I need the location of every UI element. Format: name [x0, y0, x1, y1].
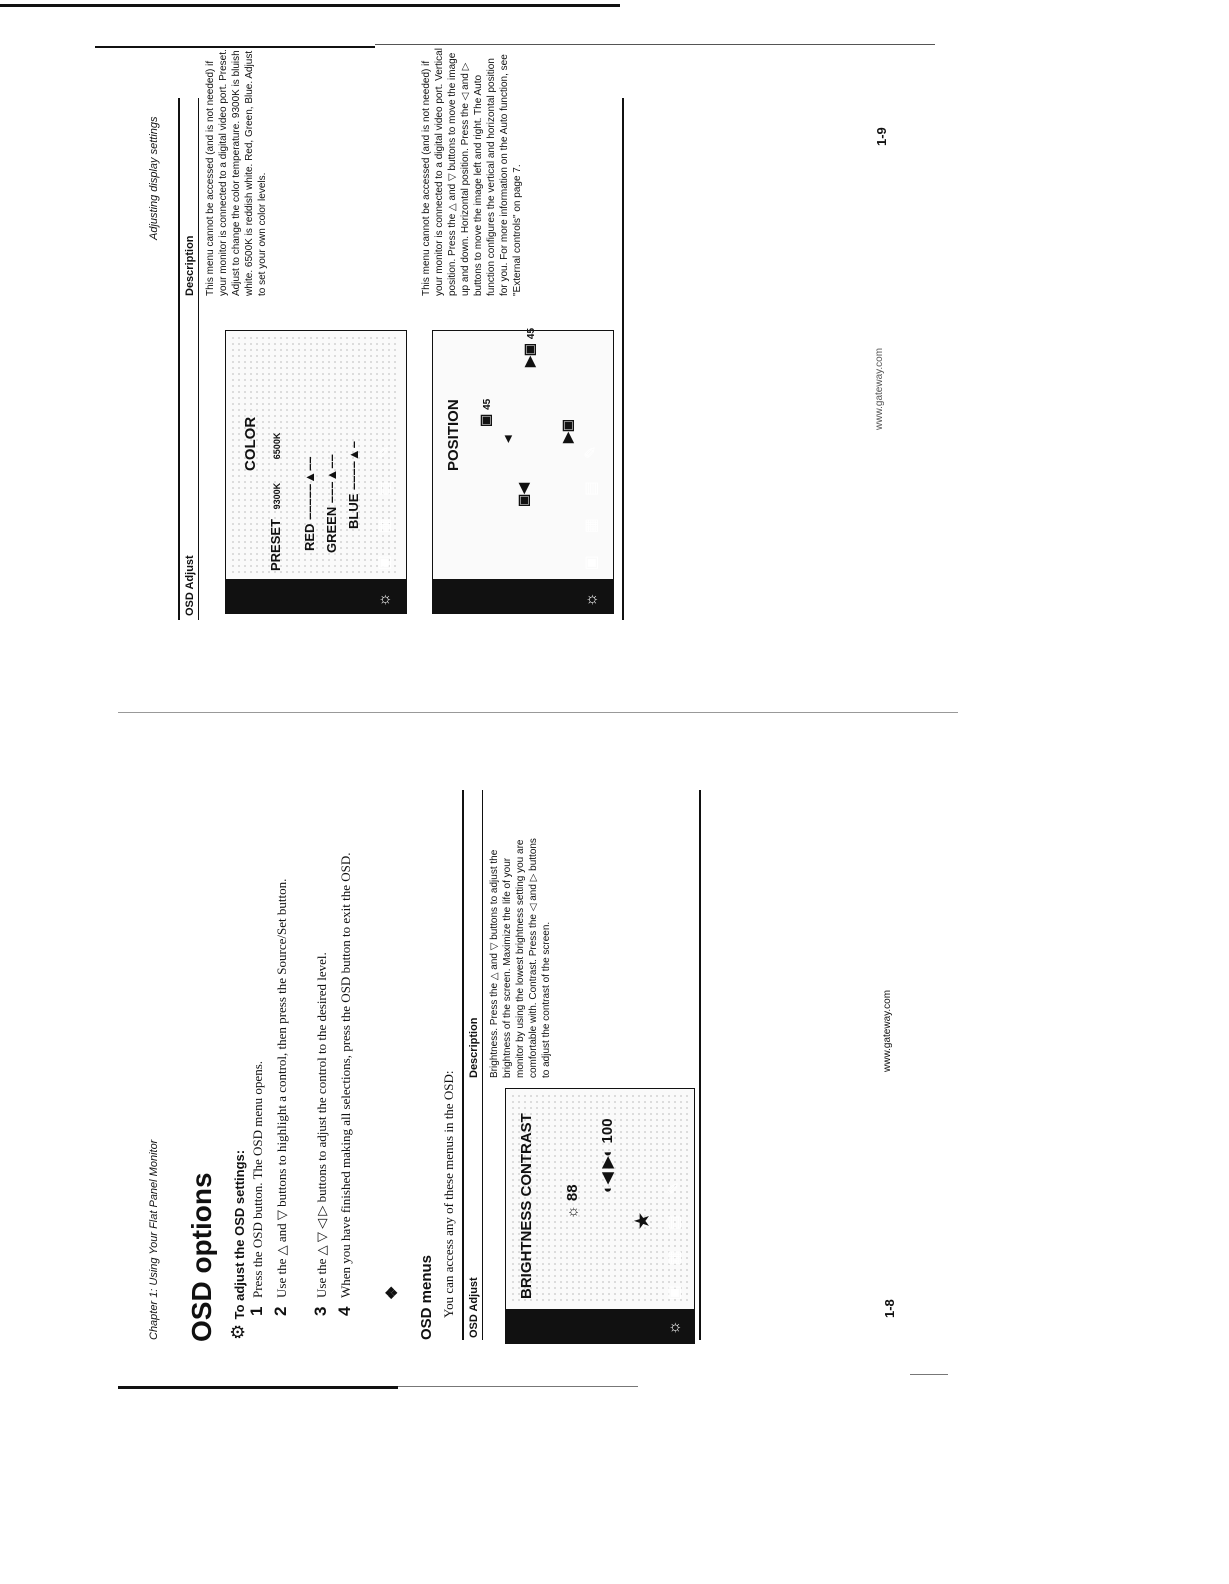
position-up-arrow: ◀ — [503, 435, 514, 443]
horizontal-position-value: ▶▣ 45 — [521, 327, 537, 367]
green-row: GREEN –––▲–– — [324, 454, 339, 553]
red-row: RED –––––▲–– — [302, 456, 317, 551]
step-1: 1Press the OSD button. The OSD menu opens. — [247, 1060, 266, 1316]
left-description: Brightness. Press the △ and ▽ buttons to adjust the brightness of the screen. Maximize the life of your monitor by using the lowest brightness setting you are comfortable with. Contrast. Press the ◁ and ▷ buttons to adjust the contrast of the screen. — [489, 838, 552, 1078]
bottom-rule-left2 — [398, 1386, 638, 1387]
left-footer-url: www.gateway.com — [882, 989, 893, 1072]
osd-icon-row: ☼▣▦▤✎ — [376, 423, 393, 607]
preset-row: PRESET 9300K 6500K — [268, 432, 283, 571]
osd-icon-row: ☼▣▦▤✎ — [583, 423, 600, 607]
right-table-header-rule — [198, 98, 199, 620]
color-title: COLOR — [242, 416, 259, 471]
bottom-rule-left — [118, 1386, 398, 1389]
fold-line — [118, 712, 958, 713]
osd-position-screen — [432, 327, 614, 614]
contrast-value: ◐◀ ▶◐ 100 — [599, 1118, 616, 1193]
bottom-rule-right — [910, 1374, 948, 1375]
gear-icon: ⚙ — [228, 1323, 248, 1340]
osd-menus-heading: OSD menus — [418, 1254, 435, 1340]
brightness-value: ☼ 88 — [564, 1184, 581, 1219]
blue-row: BLUE ––––▲– — [346, 440, 361, 529]
osd-menus-intro: You can access any of these menus in the OSD: — [441, 1070, 456, 1318]
step-2: 2Use the △ and ▽ buttons to highlight a control, then press the Source/Set button. — [271, 878, 290, 1316]
left-table-header-rule — [482, 790, 483, 1340]
top-rule-right2 — [375, 44, 935, 45]
osd-icon-row: ☼▣▦▤✎ — [666, 1161, 683, 1335]
vertical-position-value: ▣ 45 — [477, 398, 493, 427]
procedure-heading: ⚙ To adjust the OSD settings: — [228, 1149, 248, 1340]
right-table-top-rule — [178, 98, 180, 620]
top-rule-left — [0, 4, 620, 7]
right-running-header: Adjusting display settings — [148, 116, 160, 240]
color-description: This menu cannot be accessed (and is not needed) if your monitor is connected to a digital video port. Preset. Adjust to change the color temperature. 9300K is bluish white. 6500K is reddish white. Red, Green, Blue. Adjust to set your own color levels. — [205, 49, 268, 296]
position-description: This menu cannot be accessed (and is not needed) if your monitor is connected to a digital video port. Vertical position. Press the △ and ▽ buttons to move the image up and down. Horizontal position. Press the ◁ and ▷ buttons to move the image left and right. The Auto function configures the vertical and horizontal position for you. For more information on the Auto function, see "External controls" on page 7. — [421, 48, 523, 296]
step-4: 4When you have finished making all selections, press the OSD button to exit the OSD. — [335, 852, 354, 1316]
right-table-bottom-rule — [622, 98, 624, 620]
sun-dim-icon: ★ — [632, 1212, 652, 1229]
right-footer-url: www.gateway.com — [874, 347, 885, 430]
left-table-bottom-rule — [699, 790, 701, 1340]
osd-title: BRIGHTNESS CONTRAST — [518, 1113, 535, 1299]
left-table-top-rule — [462, 790, 464, 1340]
position-title: POSITION — [445, 399, 462, 471]
horizontal-left-box: ▣◀ — [515, 483, 531, 507]
left-running-header: Chapter 1: Using Your Flat Panel Monitor — [148, 1139, 160, 1340]
page-title: OSD options — [186, 1172, 217, 1342]
osd-color-screen — [225, 330, 407, 614]
note-icon: ❖ — [384, 1285, 401, 1300]
vertical-down-box: ▶▣ — [559, 419, 575, 443]
right-page-number: 1-9 — [874, 127, 889, 146]
left-page-number: 1-8 — [882, 1299, 897, 1318]
left-col-osd-adjust: OSD Adjust — [468, 1277, 480, 1338]
right-col-osd-adjust: OSD Adjust — [184, 555, 196, 616]
osd-brightness-screen — [505, 1088, 695, 1344]
right-col-description: Description — [184, 235, 196, 296]
step-3: 3Use the △ ▽ ◁ ▷ buttons to adjust the control to the desired level. — [311, 952, 330, 1316]
left-col-description: Description — [468, 1017, 480, 1078]
